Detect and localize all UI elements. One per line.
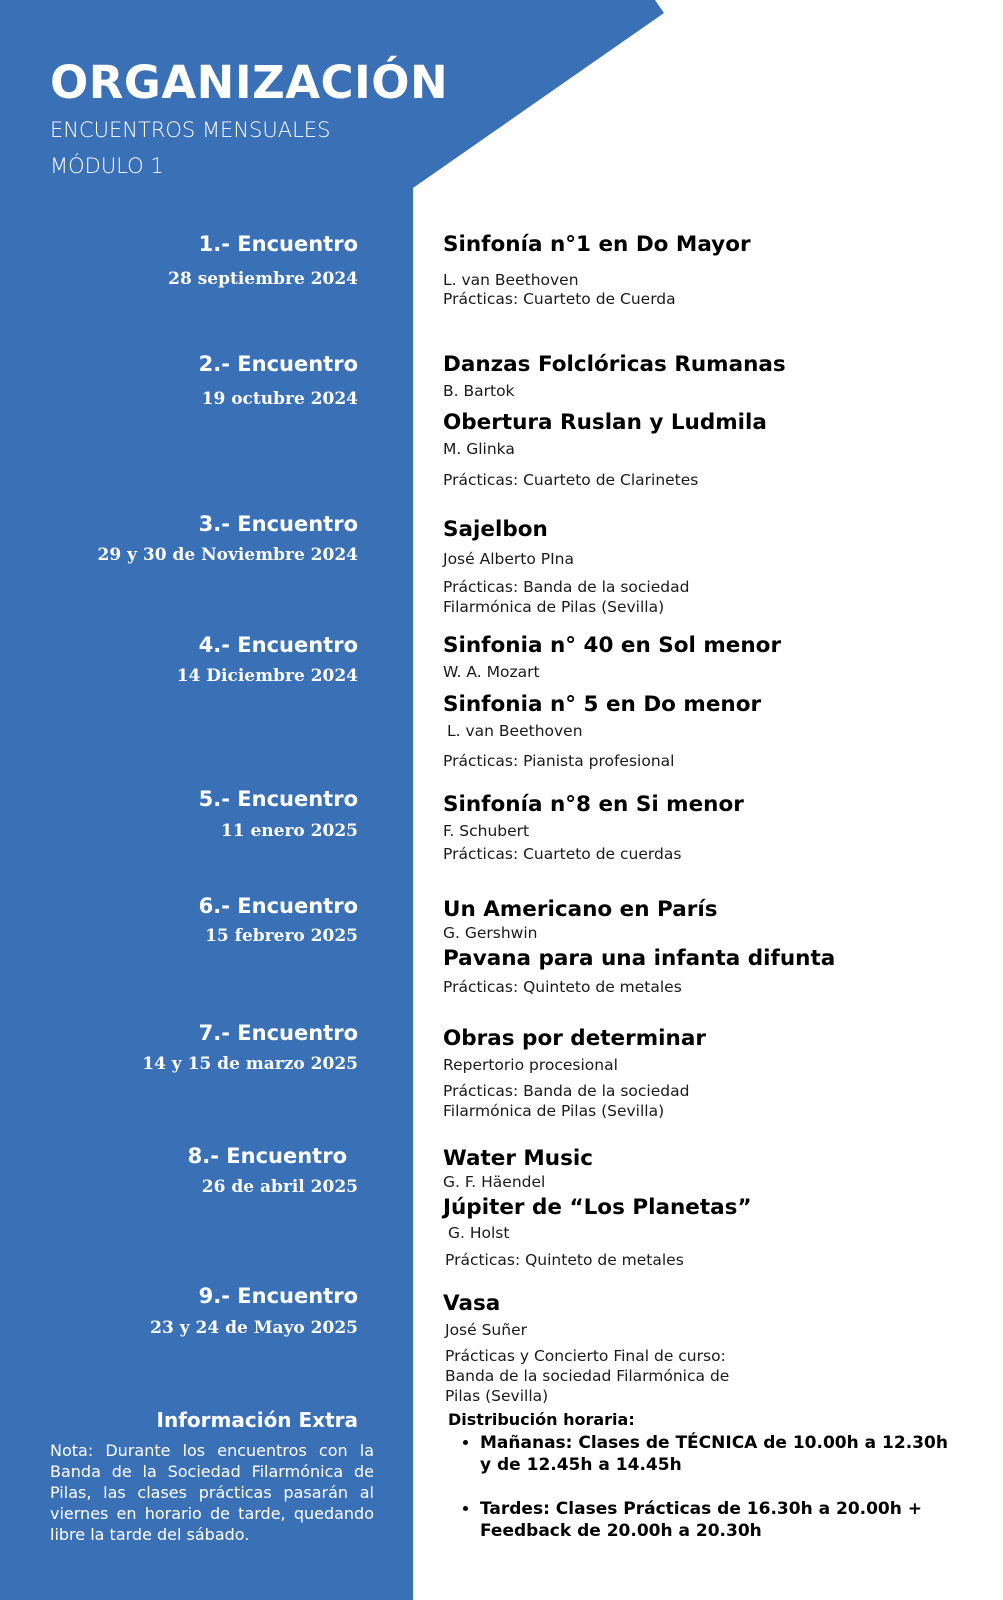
work-title: Sinfonia n° 40 en Sol menor xyxy=(443,633,782,658)
work-title: Sinfonía n°1 en Do Mayor xyxy=(443,232,751,257)
practicas: Prácticas y Concierto Final de curso: xyxy=(445,1347,726,1365)
work-title: Obras por determinar xyxy=(443,1026,706,1051)
practicas: Prácticas: Cuarteto de Clarinetes xyxy=(443,471,699,489)
work-title: Danzas Folclóricas Rumanas xyxy=(443,352,786,377)
page-title: ORGANIZACIÓN xyxy=(50,56,449,109)
encuentro-label: 3.- Encuentro xyxy=(198,512,358,536)
encuentro-date: 26 de abril 2025 xyxy=(201,1177,358,1197)
practicas: Banda de la sociedad Filarmónica de xyxy=(445,1367,730,1385)
composer: G. F. Häendel xyxy=(443,1173,546,1191)
module-label: MÓDULO 1 xyxy=(50,154,164,178)
practicas: Prácticas: Quinteto de metales xyxy=(443,978,682,996)
schedule-item: • Mañanas: Clases de TÉCNICA de 10.00h a 12.30h y de 12.45h a 14.45h xyxy=(480,1432,960,1476)
encuentro-label: 4.- Encuentro xyxy=(198,633,358,657)
work-title: Pavana para una infanta difunta xyxy=(443,946,836,971)
work-title: Sinfonia n° 5 en Do menor xyxy=(443,692,762,717)
encuentro-label: 7.- Encuentro xyxy=(198,1021,358,1045)
encuentro-label: 8.- Encuentro xyxy=(187,1144,347,1168)
composer: B. Bartok xyxy=(443,382,515,400)
composer: Repertorio procesional xyxy=(443,1056,618,1074)
encuentro-label: 5.- Encuentro xyxy=(198,787,358,811)
work-title: Sinfonía n°8 en Si menor xyxy=(443,792,744,817)
work-title: Un Americano en París xyxy=(443,897,718,922)
practicas: Prácticas: Pianista profesional xyxy=(443,752,675,770)
composer: José Alberto PIna xyxy=(443,550,574,568)
schedule-heading: Distribución horaria: xyxy=(448,1410,635,1429)
extra-info-note: Nota: Durante los encuentros con la Banda de la Sociedad Filarmónica de Pilas, las clases prácticas pasarán al viernes en horario de tarde, quedando libre la tarde del sábado. xyxy=(50,1441,374,1544)
schedule-item: • Tardes: Clases Prácticas de 16.30h a 20.00h + Feedback de 20.00h a 20.30h xyxy=(480,1498,960,1542)
encuentro-date: 15 febrero 2025 xyxy=(205,926,358,946)
work-title: Water Music xyxy=(443,1146,594,1171)
encuentro-date: 11 enero 2025 xyxy=(220,821,358,841)
composer: G. Gershwin xyxy=(443,924,538,942)
encuentro-label: 2.- Encuentro xyxy=(198,352,358,376)
practicas: Prácticas: Cuarteto de cuerdas xyxy=(443,845,682,863)
work-title: Júpiter de “Los Planetas” xyxy=(443,1195,752,1220)
encuentro-label: 6.- Encuentro xyxy=(198,894,358,918)
composer: G. Holst xyxy=(448,1224,510,1242)
practicas: Pilas (Sevilla) xyxy=(445,1387,549,1405)
practicas: Prácticas: Banda de la sociedad xyxy=(443,1082,690,1100)
composer: L. van Beethoven xyxy=(447,722,583,740)
composer: M. Glinka xyxy=(443,440,515,458)
schedule-list xyxy=(460,1432,960,1564)
encuentro-label: 1.- Encuentro xyxy=(198,232,358,256)
encuentro-date: 14 Diciembre 2024 xyxy=(176,666,358,686)
composer: José Suñer xyxy=(445,1321,527,1339)
composer: W. A. Mozart xyxy=(443,663,540,681)
encuentro-date: 23 y 24 de Mayo 2025 xyxy=(150,1318,358,1338)
composer: L. van Beethoven xyxy=(443,271,579,289)
work-title: Obertura Ruslan y Ludmila xyxy=(443,410,767,435)
encuentro-date: 28 septiembre 2024 xyxy=(168,269,358,289)
encuentro-label: 9.- Encuentro xyxy=(198,1284,358,1308)
practicas: Filarmónica de Pilas (Sevilla) xyxy=(443,598,665,616)
work-title: Sajelbon xyxy=(443,517,548,542)
work-title: Vasa xyxy=(443,1291,501,1316)
encuentro-date: 29 y 30 de Noviembre 2024 xyxy=(97,545,358,565)
page-subtitle: ENCUENTROS MENSUALES xyxy=(50,118,331,142)
practicas: Prácticas: Banda de la sociedad xyxy=(443,578,690,596)
practicas: Prácticas: Cuarteto de Cuerda xyxy=(443,290,676,308)
composer: F. Schubert xyxy=(443,822,530,840)
encuentro-date: 19 octubre 2024 xyxy=(201,389,358,409)
practicas: Prácticas: Quinteto de metales xyxy=(445,1251,684,1269)
extra-info-heading: Información Extra xyxy=(156,1408,358,1432)
encuentro-date: 14 y 15 de marzo 2025 xyxy=(142,1054,358,1074)
practicas: Filarmónica de Pilas (Sevilla) xyxy=(443,1102,665,1120)
